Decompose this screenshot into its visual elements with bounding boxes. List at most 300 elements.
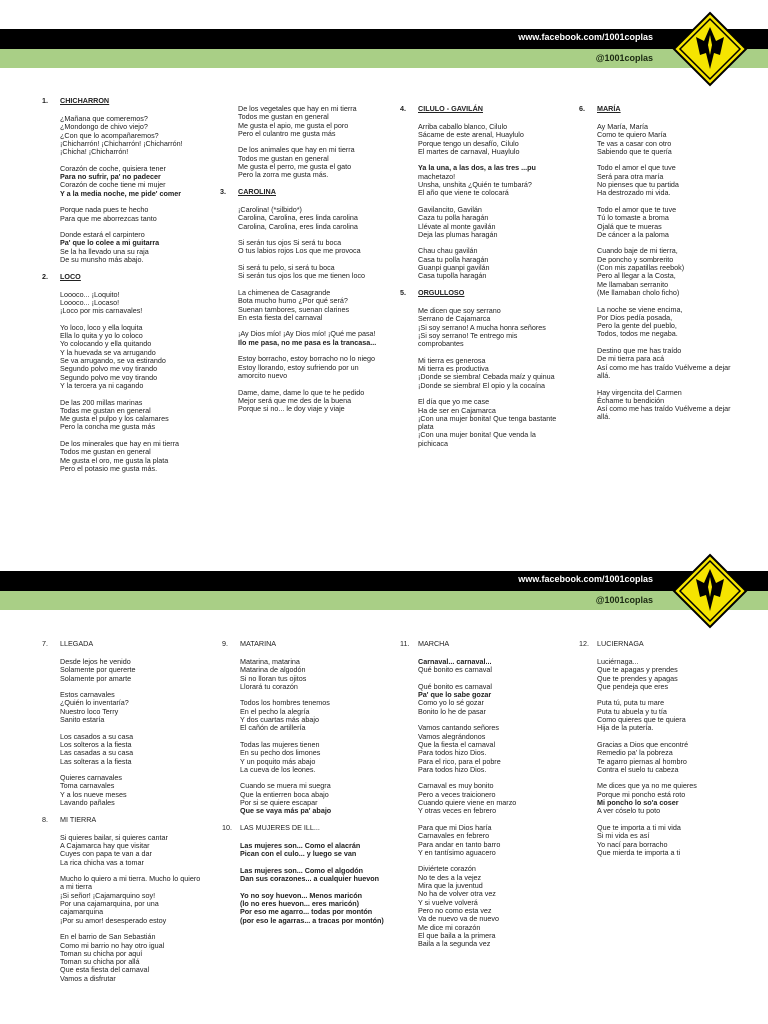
stanza [238, 330, 408, 347]
lyric-line: Y a la media noche, me pide' comer [60, 188, 182, 198]
stanza [42, 834, 212, 867]
song-title: MI TIERRA [60, 814, 97, 824]
stanza [579, 658, 749, 691]
lyric-line: Yo loco, loco y ella loquita [60, 322, 143, 332]
lyric-line: Carnaval es muy bonito [418, 781, 494, 791]
lyric-line: Todos me gustan en general [238, 112, 329, 122]
stanza [238, 355, 408, 380]
lyric-line: La rica chicha vas a tomar [60, 857, 144, 867]
lyric-line: En esta fiesta del carnaval [238, 312, 323, 322]
lyric-line: Como mi barrio no hay otro igual [60, 940, 165, 950]
lyric-line: ¡Si soy serrano! Te entrego mis [418, 330, 518, 340]
lyric-line: Cuando quiere viene en marzo [418, 798, 517, 808]
lyric-line: ¡Por su amor! desesperado estoy [60, 915, 167, 925]
song-title: MARÍA [597, 104, 621, 113]
lyric-line: Tú lo tomaste a broma [597, 213, 669, 223]
stanza [400, 164, 570, 197]
stanza [579, 164, 749, 197]
lyric-line: Yo no soy huevon... Menos maricón [240, 890, 363, 900]
lyric-line: Todo el amor que te tuve [597, 204, 677, 214]
lyric-line: Mucho lo quiero a mi tierra. Mucho lo quiero [60, 874, 201, 884]
stanza [222, 741, 397, 774]
lyric-line: Vamos alegrándonos [418, 731, 486, 741]
lyric-line: Por una cajamarquina, por una [60, 899, 159, 909]
lyric-line: (Me llamaban cholo ficho) [597, 287, 680, 297]
lyric-line: Todo el amor el que tuve [597, 163, 676, 173]
1001coplas-logo-icon [672, 11, 748, 87]
lyric-line: Si mi vida es así [597, 831, 650, 841]
stanza [400, 398, 570, 448]
page1-column-3 [400, 105, 570, 456]
lyric-line: Que se vaya más pa' abajo [240, 806, 332, 816]
stanza [400, 307, 570, 348]
lyric-line: Qué bonito es carnaval [418, 681, 492, 691]
lyric-line: A ver cóselo tu poto [597, 806, 661, 816]
stanza [400, 683, 570, 716]
lyric-line: Que la entierren boca abajo [240, 789, 329, 799]
lyric-line: Mi tierra es generosa [418, 355, 486, 365]
lyric-line: comprobantes [418, 339, 464, 349]
lyric-line: Si será tu pelo, si será tu boca [238, 263, 335, 273]
lyric-line: Toman su chicha por aquí [60, 948, 143, 958]
lyric-line: ¡Chicharrón! ¡Chicharrón! ¡Chicharrón! [60, 138, 183, 148]
lyric-line: ¿Mañana que comeremos? [60, 114, 148, 123]
page1-column-1 [42, 97, 212, 481]
lyric-line: Chau chau gavilán [418, 246, 478, 256]
song-number: 2. [42, 271, 48, 281]
stanza [400, 247, 570, 280]
lyric-line: Y si vuelve volverá [418, 897, 478, 907]
lyric-line: Que pendeja que eres [597, 681, 669, 691]
lyric-line: ¡Donde se siembra! El opio y la cocaína [418, 380, 546, 390]
song-number: 6. [579, 104, 585, 113]
song-number: 1. [42, 96, 48, 105]
lyric-line: Todos, todos me negaba. [597, 329, 678, 339]
song-title: LOCO [60, 271, 81, 281]
stanza [42, 206, 212, 223]
lyric-line: Dan sus corazones... a cualquier huevon [240, 874, 379, 884]
twitter-handle[interactable]: @1001coplas [595, 595, 653, 605]
lyric-line: machetazo! [418, 171, 456, 181]
lyric-line: Lavando pañales [60, 798, 115, 808]
stanza [42, 440, 212, 473]
lyric-line: Y a los nueve meses [60, 789, 127, 799]
lyric-line: Todas las mujeres tienen [240, 739, 320, 749]
lyric-line: Nuestro loco Terry [60, 706, 119, 716]
lyric-line: Serrano de Cajamarca [418, 314, 491, 324]
lyric-line: (lo no eres huevon... eres maricón) [240, 899, 360, 909]
lyric-line: Toma carnavales [60, 781, 115, 791]
lyric-line: Para el rico, para el pobre [418, 756, 501, 766]
lyric-line: Contra el suelo tu cabeza [597, 764, 679, 774]
song-title: CILULO - GAVILÁN [418, 104, 483, 113]
song-title-row [400, 289, 570, 299]
song-number: 11. [400, 639, 410, 648]
lyric-line: Así como me has traído Vuélveme a dejar [597, 362, 731, 372]
song-number: 10. [222, 822, 232, 832]
page2-column-2 [222, 640, 397, 933]
lyric-line: ¡Donde se siembra! Cebada maíz y quinua [418, 372, 555, 382]
lyric-line: Donde estará el carpintero [60, 230, 145, 240]
lyric-line: Cuando se muera mi suegra [240, 781, 331, 791]
lyric-line: Pero la zorra me gusta más. [238, 170, 329, 180]
lyric-line: Ilo me pasa, no me pasa es la trancasa... [238, 337, 377, 347]
lyric-line: Ay María, María [597, 122, 648, 131]
lyric-line: Se la ha llevado una su raja [60, 246, 149, 256]
stanza [42, 733, 212, 766]
lyric-line: El año que viene te colocará [418, 188, 509, 198]
lyric-line: Las mujeres son... Como el algodón [240, 865, 364, 875]
lyric-line: ¿Mondongo de chivo viejo? [60, 122, 148, 132]
lyric-line: Porque nada pues te hecho [60, 205, 149, 215]
lyric-line: Corazón de coche, quisiera tener [60, 163, 166, 173]
lyric-line: Hay virgencita del Carmen [597, 387, 682, 397]
lyric-line: Carolina, Carolina, eres linda carolina [238, 221, 358, 231]
lyric-line: ¡Loco por mis carnavales! [60, 306, 143, 316]
lyric-line: Dame, dame, dame lo que te he pedido [238, 387, 365, 397]
lyric-line: Carolina, Carolina, eres linda carolina [238, 213, 358, 223]
stanza [222, 842, 397, 859]
lyric-line: Sácame de este arenal, Huaylulo [418, 130, 524, 140]
lyric-line: cajamarquina [60, 907, 104, 917]
lyric-line: Llévate al monte gavilán [418, 221, 496, 231]
lyric-line: Por Dios pedía posada, [597, 312, 673, 322]
lyric-line: (por eso le agarras... a tracas por montón) [240, 915, 384, 925]
lyric-line: Todos me gustan en general [238, 153, 329, 163]
banner-green-bar [0, 49, 768, 68]
song-title: LLEGADA [60, 639, 94, 648]
lyric-line: Corazón de coche tiene mi mujer [60, 180, 166, 190]
stanza [222, 658, 397, 691]
stanza [42, 399, 212, 432]
stanza [238, 289, 408, 322]
lyric-line: Qué bonito es carnaval [418, 665, 492, 675]
page2-column-1 [42, 640, 212, 991]
song-title-row [579, 105, 749, 115]
lyric-line: Luciérnaga... [597, 657, 639, 666]
lyric-line: Solamente por amarte [60, 673, 132, 683]
lyric-line: Diviértete corazón [418, 864, 476, 874]
lyric-line: A Cajamarca hay que visitar [60, 840, 150, 850]
lyric-line: Todas me gustan en general [60, 405, 151, 415]
song-number: 5. [400, 287, 406, 297]
stanza [42, 875, 212, 925]
lyric-line: Te vas a casar con otro [597, 138, 672, 148]
lyric-line: Y dos cuartas más abajo [240, 715, 319, 725]
lyric-line: Si quieres bailar, si quieres cantar [60, 832, 168, 842]
stanza [579, 206, 749, 239]
song-title: LUCIERNAGA [597, 639, 644, 648]
lyric-line: Cuyes con papa te van a dar [60, 849, 152, 859]
stanza [42, 115, 212, 156]
lyric-line: Como yo lo sé gozar [418, 698, 484, 708]
stanza [579, 306, 749, 339]
lyric-line: Échame tu bendición [597, 395, 665, 405]
lyric-line: Y la huevada se va arrugando [60, 347, 156, 357]
lyric-line: Solamente por quererte [60, 665, 136, 675]
lyric-line: El martes de carnaval, Huaylulo [418, 146, 520, 156]
stanza [238, 105, 408, 138]
lyric-line: ¿Quién lo inventaría? [60, 698, 129, 708]
lyric-line: Loooco... ¡Locaso! [60, 297, 120, 307]
banner-black-bar [0, 571, 768, 591]
lyric-line: La noche se viene encima, [597, 304, 683, 314]
lyric-line: Me dices que ya no me quieres [597, 781, 697, 791]
lyric-line: Me gusta el apio, me gusta el poro [238, 120, 349, 130]
lyric-line: De los vegetales que hay en mi tierra [238, 104, 357, 113]
song-title-row [42, 816, 212, 826]
lyric-line: La cueva de los leones. [240, 764, 316, 774]
stanza [222, 867, 397, 884]
lyric-line: a mi tierra [60, 882, 92, 892]
lyric-line: Ha de ser en Cajamarca [418, 405, 496, 415]
stanza [579, 824, 749, 857]
lyric-line: El cañón de artillería [240, 723, 306, 733]
stanza [579, 123, 749, 156]
song-title: CHICHARRON [60, 96, 110, 105]
lyric-line: En el pecho la alegría [240, 706, 310, 716]
lyric-line: En el barrio de San Sebastián [60, 932, 156, 942]
lyric-line: Me gusta el oro, me gusta la plata [60, 455, 169, 465]
lyric-line: Ella lo quita y yo lo coloco [60, 331, 143, 341]
lyric-line: Casa tu polla haragán [418, 254, 489, 264]
lyric-line: ¿Con que lo acompañaremos? [60, 130, 159, 140]
lyric-line: Ojalá que te mueras [597, 221, 662, 231]
song-number: 3. [220, 186, 226, 196]
lyric-line: Que la fiesta el carnaval [418, 739, 496, 749]
lyric-line: Será para otra maría [597, 171, 664, 181]
lyric-line: Casa tupolla haragán [418, 271, 487, 281]
stanza [579, 389, 749, 422]
banner-black-bar [0, 29, 768, 49]
lyric-line: Todos los hombres tenemos [240, 698, 330, 708]
stanza [579, 699, 749, 732]
lyric-line: ¡Si señor! ¡Cajamarquino soy! [60, 890, 156, 900]
stanza [42, 165, 212, 198]
lyric-line: Si serán tus ojos los que me tienen loco [238, 271, 366, 281]
lyric-line: Carnaval... carnaval... [418, 657, 492, 666]
lyric-line: Y en tantísimo aguacero [418, 847, 496, 857]
lyric-line: Pero al llegar a la Costa, [597, 271, 676, 281]
stanza [579, 247, 749, 297]
song-title-row [579, 640, 749, 650]
stanza [42, 231, 212, 264]
lyric-line: Las solteras a la fiesta [60, 756, 132, 766]
stanza [400, 206, 570, 239]
lyric-line: Matarina de algodón [240, 665, 306, 675]
lyric-line: Toman su chicha por allá [60, 957, 140, 967]
lyric-line: De los animales que hay en mi tierra [238, 145, 355, 155]
lyric-line: De poncho y sombrerito [597, 254, 674, 264]
lyric-line: ¡Si soy serrano! A mucha honra señores [418, 322, 546, 332]
song-title-row [400, 640, 570, 650]
lyric-line: Pero no como esta vez [418, 905, 492, 915]
lyric-line: Se va arrugando, se va estirando [60, 356, 166, 366]
lyric-line: Y la tercera ya ni cagando [60, 380, 144, 390]
lyric-line: Remedio pa' la pobreza [597, 748, 673, 758]
stanza [400, 658, 570, 675]
stanza [42, 324, 212, 390]
lyric-line: Por eso me agarro... todas por montón [240, 907, 373, 917]
song-title-row [42, 640, 212, 650]
lyric-line: Porque mi poncho está roto [597, 789, 686, 799]
lyric-line: No pienses que tu partida [597, 180, 679, 190]
stanza [400, 724, 570, 774]
stanza [222, 782, 397, 815]
song-number: 8. [42, 814, 48, 824]
lyric-line: Llorará tu corazón [240, 681, 298, 691]
stanza [400, 824, 570, 857]
lyric-line: Para todos hizo Dios. [418, 764, 487, 774]
lyric-line: Desde lejos he venido [60, 657, 131, 666]
stanza [238, 264, 408, 281]
lyric-line: Porque si no... le doy viaje y viaje [238, 404, 345, 414]
lyric-line: Pero la gente del pueblo, [597, 321, 677, 331]
lyric-line: Vamos cantando señores [418, 723, 499, 733]
stanza [579, 741, 749, 774]
lyric-line: Pa' que lo sabe gozar [418, 690, 492, 700]
lyric-line: Así como me has traído Vuélveme a dejar [597, 404, 731, 414]
stanza [238, 389, 408, 414]
song-number: 4. [400, 104, 406, 113]
lyric-line: Que te importa a ti mi vida [597, 822, 681, 832]
lyric-line: Va de nuevo va de nuevo [418, 914, 499, 924]
lyric-line: La chimenea de Casagrande [238, 287, 331, 297]
lyric-line: Vamos a disfrutar [60, 973, 116, 983]
page1-column-2 [220, 104, 408, 422]
stanza [42, 658, 212, 683]
song-number: 7. [42, 639, 48, 648]
lyric-line: Los solteros a la fiesta [60, 739, 132, 749]
page2-column-4 [579, 640, 749, 865]
song-title-row [222, 824, 397, 834]
lyric-line: Todos me gustan en general [60, 447, 151, 457]
stanza [400, 357, 570, 390]
stanza [222, 699, 397, 732]
song-title-row [400, 105, 570, 115]
lyric-line: Para andar en tanto barro [418, 839, 501, 849]
lyric-line: Caza tu polla haragán [418, 213, 489, 223]
lyric-line: No ha de volver otra vez [418, 889, 496, 899]
lyric-line: Que esta fiesta del carnaval [60, 965, 150, 975]
lyric-line: Bota mucho humo ¿Por qué será? [238, 296, 348, 306]
lyric-line: ¡Carolina! (*silbido*) [238, 204, 302, 214]
lyric-line: Si serán tus ojos Si será tu boca [238, 238, 342, 248]
lyric-line: De mi tierra para acá [597, 354, 665, 364]
lyric-line: Pa' que lo colee a mi guitarra [60, 238, 160, 248]
lyric-line: Hija de la putería. [597, 723, 654, 733]
lyric-line: El día que yo me case [418, 397, 490, 407]
song-title-row [42, 97, 212, 107]
lyric-line: Bonito lo he de pasar [418, 706, 486, 716]
1001coplas-logo-icon [672, 553, 748, 629]
lyric-line: Deja las plumas haragán [418, 229, 498, 239]
lyric-line: Me gusta el perro, me gusta el gato [238, 162, 352, 172]
lyric-line: Pero a veces traicionero [418, 789, 496, 799]
lyric-line: Yo colocando y ella quitando [60, 339, 152, 349]
lyric-line: (Con mis zapatillas reebok) [597, 263, 685, 273]
lyric-line: Mi poncho lo so'a coser [597, 798, 679, 808]
lyric-line: Suenan tambores, suenan clarines [238, 304, 350, 314]
lyric-line: Para que mi Dios haría [418, 822, 492, 832]
lyric-line: Gavilancito, Gavilán [418, 204, 482, 214]
lyric-line: Puta tú, puta tu mare [597, 698, 665, 708]
twitter-handle[interactable]: @1001coplas [595, 53, 653, 63]
lyric-line: De su munsho más abajo. [60, 255, 144, 265]
lyric-line: Porque tengo un desafío, Cilulo [418, 138, 519, 148]
lyric-line: Quieres carnavales [60, 773, 122, 783]
lyric-line: Que te apagas y prendes [597, 665, 678, 675]
stanza [42, 933, 212, 983]
lyric-line: Pero el culantro me gusta más [238, 128, 336, 138]
lyric-line: Pican con el culo... y luego se van [240, 849, 357, 859]
lyric-line: Mira que la juventud [418, 881, 483, 891]
lyric-line: Me dicen que soy serrano [418, 305, 501, 315]
facebook-link[interactable]: www.facebook.com/1001coplas [518, 574, 653, 584]
lyric-line: De las 200 millas marinas [60, 397, 143, 407]
song-number: 9. [222, 639, 228, 648]
song-title: CAROLINA [238, 186, 276, 196]
stanza [400, 782, 570, 815]
lyric-line: Destino que me has traído [597, 346, 682, 356]
lyric-line: Matarina, matarina [240, 657, 300, 666]
song-title-row [42, 273, 212, 283]
lyric-line: plata [418, 422, 434, 432]
facebook-link[interactable]: www.facebook.com/1001coplas [518, 32, 653, 42]
lyric-line: Yo nací para borracho [597, 839, 668, 849]
lyric-line: Estos carnavales [60, 690, 115, 700]
lyric-line: Segundo polvo me voy tirando [60, 364, 158, 374]
lyric-line: O tus labios rojos Los que me provoca [238, 246, 361, 256]
stanza [42, 774, 212, 807]
song-title: MARCHA [418, 639, 450, 648]
lyric-line: Me gusta el pulpo y los calamares [60, 414, 169, 424]
lyric-line: Carnavales en febrero [418, 831, 490, 841]
lyric-line: amorcito nuevo [238, 370, 288, 380]
lyric-line: Baila a la segunda vez [418, 939, 491, 949]
lyric-line: ¡Con una mujer bonita! Que venda la [418, 430, 536, 440]
stanza [238, 239, 408, 256]
lyric-line: Puta tu abuela y tu tía [597, 706, 667, 716]
lyric-line: Arriba caballo blanco, Cilulo [418, 122, 508, 131]
lyric-line: Para que me aborrezcas tanto [60, 213, 157, 223]
lyric-line: Por si se quiere escapar [240, 798, 318, 808]
lyric-line: Te agarro piernas al hombro [597, 756, 687, 766]
lyric-line: Guanpi guanpi gavilán [418, 263, 490, 273]
lyric-line: ¡Con una mujer bonita! Que tenga bastante [418, 413, 557, 423]
lyric-line: pichicaca [418, 438, 448, 448]
song-title-row [220, 188, 408, 198]
lyric-line: Mi tierra es productiva [418, 364, 489, 374]
lyric-line: El que baila a la primera [418, 930, 496, 940]
song-title-row [222, 640, 397, 650]
song-title: ORGULLOSO [418, 287, 465, 297]
stanza [42, 291, 212, 316]
lyric-line: Para todos hizo Dios. [418, 748, 487, 758]
stanza [579, 347, 749, 380]
lyric-line: ¡Chicha! ¡Chicharrón! [60, 147, 129, 157]
lyric-line: Ya la una, a las dos, a las tres ...pu [418, 163, 536, 173]
song-number: 12. [579, 639, 589, 648]
page1-column-4 [579, 105, 749, 430]
lyric-line: Las casadas a su casa [60, 748, 134, 758]
lyric-line: Como quieres que te quiera [597, 715, 686, 725]
page2-column-3 [400, 640, 570, 957]
lyric-line: Y otras veces en febrero [418, 806, 497, 816]
lyric-line: Segundo polvo me voy tirando [60, 372, 158, 382]
lyric-line: De cáncer a la paloma [597, 229, 669, 239]
lyric-line: Pero el potasio me gusta más. [60, 463, 158, 473]
